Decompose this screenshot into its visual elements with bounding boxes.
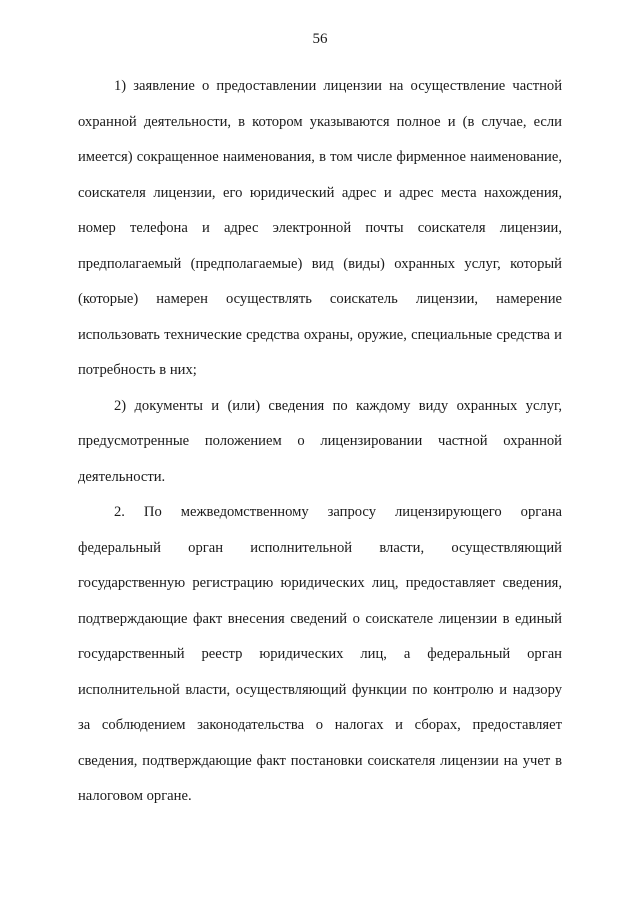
paragraph-item-1-application: 1) заявление о предоставлении лицензии на осуществление частной охранной деятельности, в котором указываются полное и (в случае, если имеется) сокращенное наименования, в том числе фирменное наименование, соискателя лицензии, его юридический адрес и адрес места нахождения, номер телефона и адрес электронной почты соискателя лицензии, предполагаемый (предполагаемые) вид (виды) охранных услуг, который (которые) намерен осуществлять соискатель лицензии, намерение использовать технические средства охраны, оружие, специальные средства и потребность в них; [78, 78, 562, 378]
document-body [78, 69, 562, 815]
paragraph-section-2-interagency-request: 2. По межведомственному запросу лицензирующего органа федеральный орган исполнительной власти, осуществляющий государственную регистрацию юридических лиц, предоставляет сведения, подтверждающие факт внесения сведений о соискателе лицензии в единый государственный реестр юридических лиц, а федеральный орган исполнительной власти, осуществляющий функции по контролю и надзору за соблюдением законодательства о налогах и сборах, предоставляет сведения, подтверждающие факт постановки соискателя лицензии на учет в налоговом органе. [78, 504, 562, 804]
page-number: 56 [312, 31, 328, 47]
paragraph-item-2-documents: 2) документы и (или) сведения по каждому виду охранных услуг, предусмотренные положением о лицензировании частной охранной деятельности. [78, 397, 562, 485]
